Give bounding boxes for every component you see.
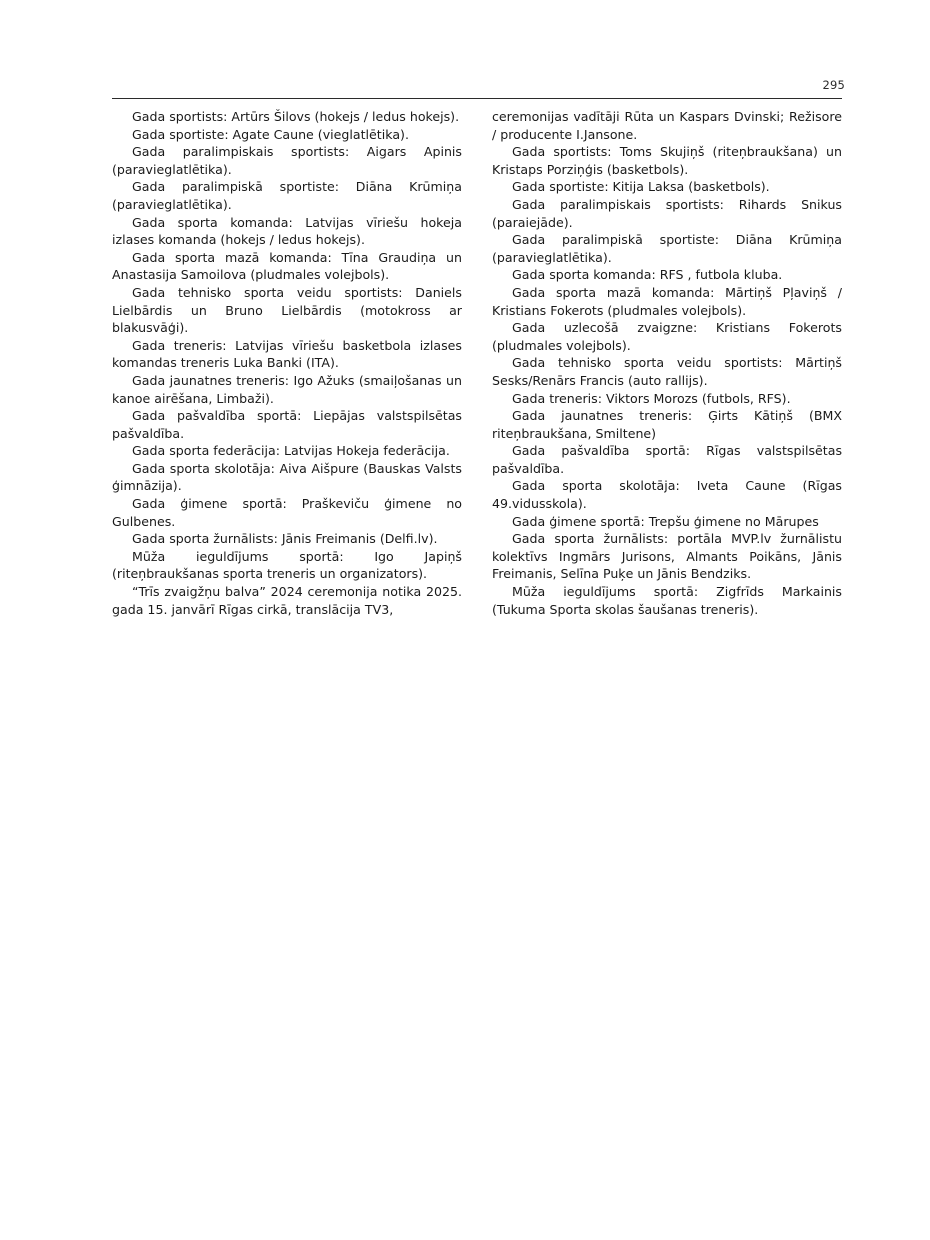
paragraph: Gada sportiste: Kitija Laksa (basketbols). — [512, 179, 770, 195]
paragraph: Gada sportists: Toms Skujiņš (riteņbraukšana) un Kristaps Porziņģis (basketbols). — [492, 144, 842, 177]
header-rule — [112, 98, 842, 99]
paragraph: Gada sporta skolotāja: Aiva Aišpure (Bauskas Valsts ģimnāzija). — [112, 460, 462, 494]
right-column — [492, 108, 842, 618]
paragraph: Gada sporta federācija: Latvijas Hokeja federācija. — [132, 443, 450, 459]
paragraph: Gada pašvaldība sportā: Liepājas valstspilsētas pašvaldība. — [112, 408, 462, 441]
paragraph: Gada sporta komanda: Latvijas vīriešu hokeja izlases komanda (hokejs / ledus hokejs). — [112, 214, 462, 248]
page-number: 295 — [822, 78, 845, 92]
paragraph: Mūža ieguldījums sportā: Zigfrīds Markainis (Tukuma Sporta skolas šaušanas treneris). — [492, 584, 842, 617]
paragraph: Gada treneris: Latvijas vīriešu basketbola izlases komandas treneris Luka Banki (ITA). — [112, 337, 462, 371]
paragraph: Gada sporta komanda: RFS , futbola kluba. — [512, 267, 783, 283]
paragraph: Gada tehnisko sporta veidu sportists: Mārtiņš Sesks/Renārs Francis (auto rallijs). — [492, 355, 842, 388]
paragraph: Gada sporta mazā komanda: Mārtiņš Pļaviņš / Kristians Fokerots (pludmales volejbols). — [492, 284, 842, 318]
paragraph: Gada paralimpiskā sportiste: Diāna Krūmiņa (paravieglatlētika). — [492, 232, 842, 265]
paragraph: Gada sporta žurnālists: portāla MVP.lv žurnālistu kolektīvs Ingmārs Jurisons, Almants Poikāns, Jānis Freimanis, Selīna Puķe un Jānis Bendziks. — [492, 531, 842, 582]
left-column — [112, 108, 462, 618]
closing-paragraph: “Trīs zvaigžņu balva” 2024 ceremonija notika 2025. gada 15. janvārī Rīgas cirkā, translācija TV3, — [112, 584, 462, 617]
paragraph: Gada ģimene sportā: Trepšu ģimene no Mārupes — [512, 513, 819, 529]
paragraph: Gada sporta skolotāja: Iveta Caune (Rīgas 49.vidusskola). — [492, 478, 842, 512]
paragraph: Gada treneris: Viktors Morozs (futbols, RFS). — [512, 390, 791, 406]
paragraph: Mūža ieguldījums sportā: Igo Japiņš (riteņbraukšanas sporta treneris un organizators). — [112, 548, 462, 582]
paragraph: Gada sporta žurnālists: Jānis Freimanis (Delfi.lv). — [132, 531, 438, 547]
paragraph: Gada sportiste: Agate Caune (vieglatlētika). — [132, 126, 409, 142]
paragraph: Gada pašvaldība sportā: Rīgas valstspilsētas pašvaldība. — [492, 443, 842, 476]
paragraph: Gada uzlecošā zvaigzne: Kristians Fokerots (pludmales volejbols). — [492, 320, 842, 353]
paragraph: Gada ģimene sportā: Praškeviču ģimene no Gulbenes. — [112, 496, 462, 529]
two-column-body — [112, 108, 842, 618]
continuation-paragraph: ceremonijas vadītāji Rūta un Kaspars Dvinski; Režisore / producente I.Jansone. — [492, 109, 842, 142]
paragraph: Gada sportists: Artūrs Šilovs (hokejs / ledus hokejs). — [132, 109, 460, 124]
paragraph: Gada paralimpiskā sportiste: Diāna Krūmiņa (paravieglatlētika). — [112, 179, 462, 212]
paragraph: Gada paralimpiskais sportists: Rihards Snikus (paraiejāde). — [492, 196, 842, 230]
paragraph: Gada sporta mazā komanda: Tīna Graudiņa un Anastasija Samoilova (pludmales volejbols). — [112, 249, 462, 283]
paragraph: Gada jaunatnes treneris: Igo Ažuks (smaiļošanas un kanoe airēšana, Limbaži). — [112, 372, 462, 406]
paragraph: Gada jaunatnes treneris: Ģirts Kātiņš (BMX riteņbraukšana, Smiltene) — [492, 408, 842, 441]
paragraph: Gada paralimpiskais sportists: Aigars Apinis (paravieglatlētika). — [112, 144, 462, 177]
paragraph: Gada tehnisko sporta veidu sportists: Daniels Lielbārdis un Bruno Lielbārdis (motokross ar blakusvāģi). — [112, 284, 462, 336]
